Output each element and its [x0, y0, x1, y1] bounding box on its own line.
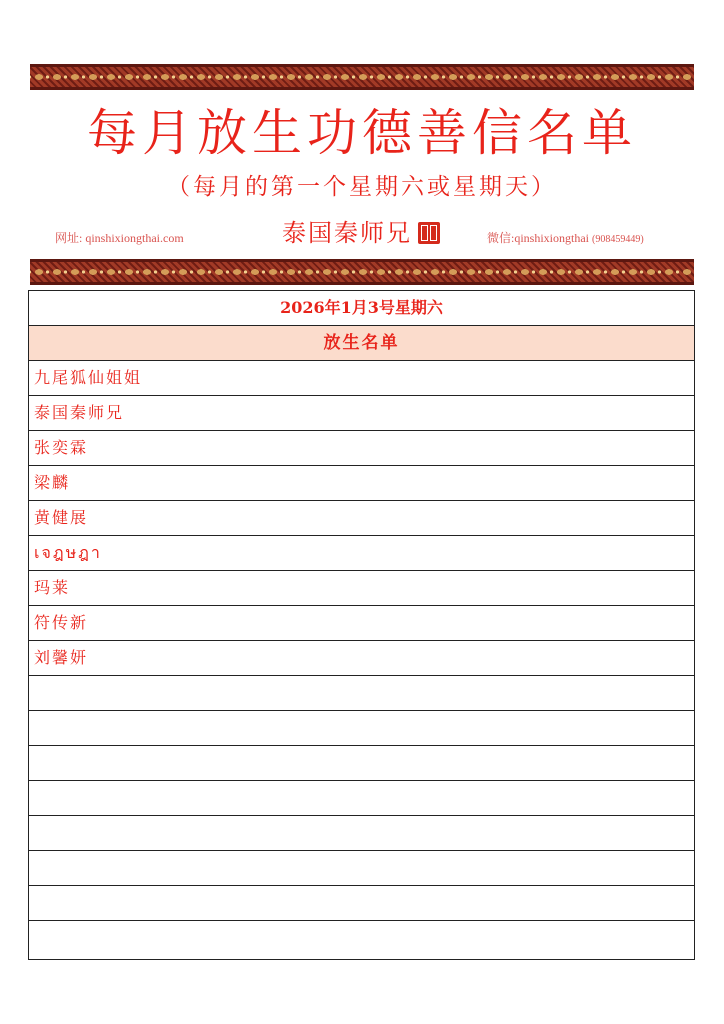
- empty-row: [29, 781, 694, 816]
- empty-row: [29, 676, 694, 711]
- empty-row: [29, 746, 694, 781]
- brand-block: [282, 217, 462, 249]
- empty-row: [29, 711, 694, 746]
- wechat-contact: [487, 229, 644, 246]
- date-row: 2026年1月3号星期六: [29, 291, 694, 326]
- name-row: 刘馨妍: [29, 641, 694, 676]
- name-row: 玛莱: [29, 571, 694, 606]
- website-url[interactable]: 网址: qinshixiongthai.com: [55, 231, 184, 245]
- page-subtitle: （每月的第一个星期六或星期天）: [167, 174, 557, 200]
- name-row: 泰国秦师兄: [29, 396, 694, 431]
- name-row: 张奕霖: [29, 431, 694, 466]
- name-row: เจฎษฎา: [29, 536, 694, 571]
- empty-row: [29, 921, 694, 956]
- brand-name: 泰国秦师兄: [282, 219, 412, 247]
- page-title: 每月放生功德善信名单: [87, 104, 637, 162]
- empty-row: [29, 816, 694, 851]
- wechat-number: (908459449): [592, 234, 644, 245]
- empty-row: [29, 886, 694, 921]
- list-heading-row: 放生名单: [29, 326, 694, 361]
- wechat-id: 微信:qinshixiongthai: [487, 231, 590, 245]
- decorative-border-top: [30, 64, 694, 90]
- seal-stamp-icon: [418, 222, 440, 244]
- name-row: 符传新: [29, 606, 694, 641]
- name-list-table: [28, 290, 695, 960]
- empty-row: [29, 851, 694, 886]
- decorative-border-bottom: [30, 259, 694, 285]
- name-row: 九尾狐仙姐姐: [29, 361, 694, 396]
- name-row: 黄健展: [29, 501, 694, 536]
- name-row: 梁麟: [29, 466, 694, 501]
